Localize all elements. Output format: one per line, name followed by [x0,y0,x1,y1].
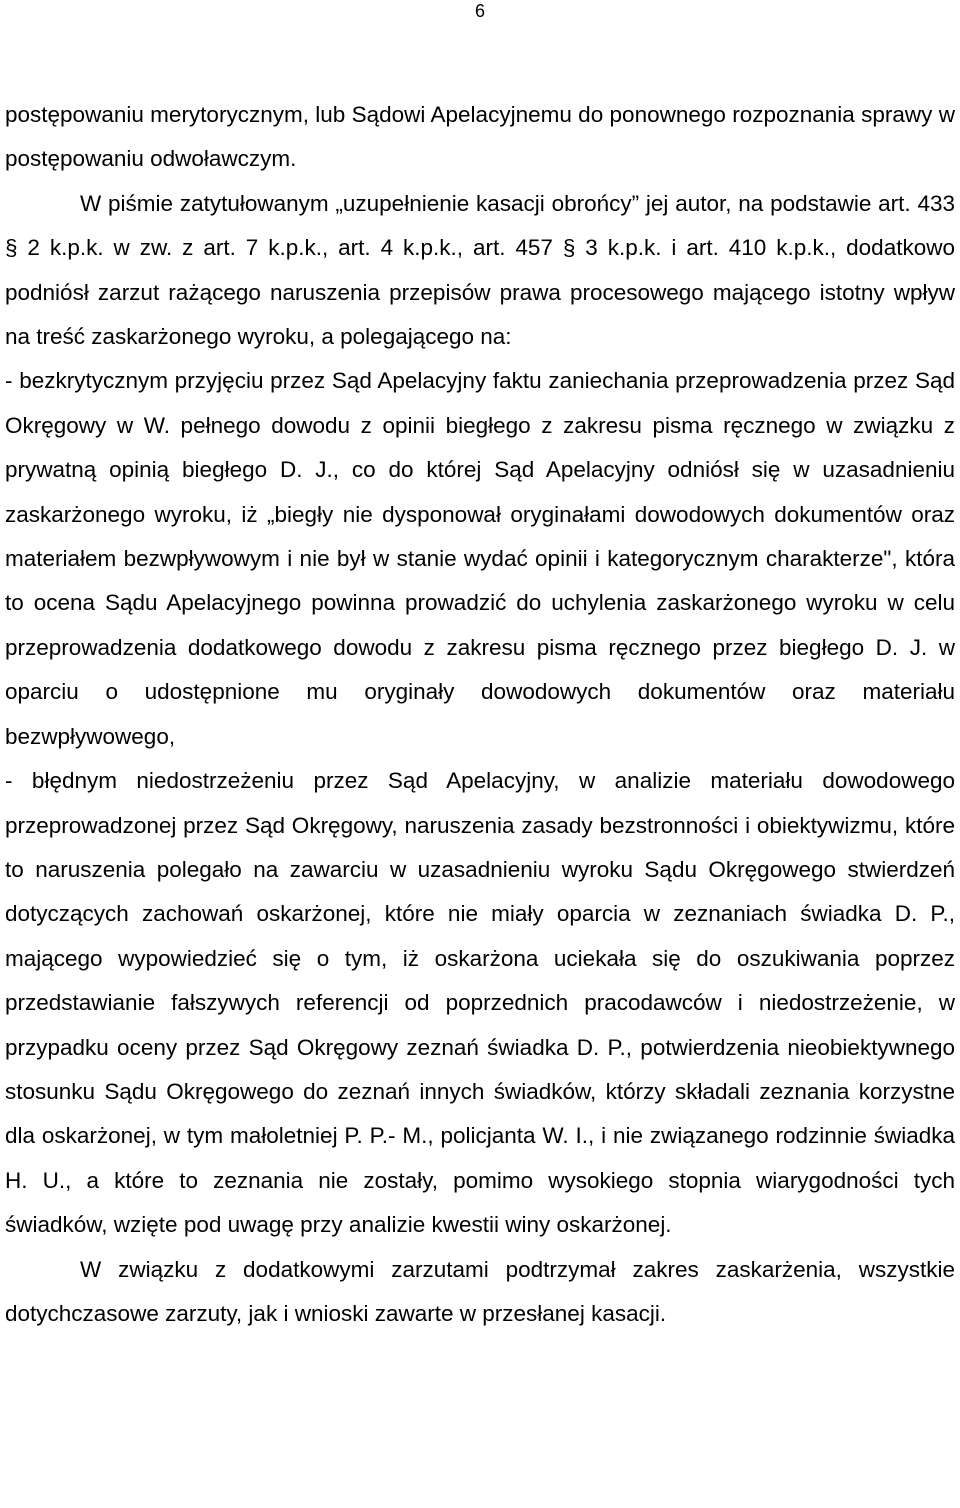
document-body [5,93,955,1336]
paragraph: W związku z dodatkowymi zarzutami podtrzymał zakres zaskarżenia, wszystkie dotychczasowe zarzuty, jak i wnioski zawarte w przesłanej kasacji. [5,1256,955,1326]
paragraph: postępowaniu merytorycznym, lub Sądowi Apelacyjnemu do ponownego rozpoznania sprawy w postępowaniu odwoławczym. [5,102,955,172]
paragraph: - bezkrytycznym przyjęciu przez Sąd Apelacyjny faktu zaniechania przeprowadzenia przez Sąd Okręgowy w W. pełnego dowodu z opinii biegłego z zakresu pisma ręcznego w związku z prywatną opinią biegłego D. J., co do której Sąd Apelacyjny odniósł się w uzasadnieniu zaskarżonego wyroku, iż „biegły nie dysponował oryginałami dowodowych dokumentów oraz materiałem bezwpływowym i nie był w stanie wydać opinii i kategorycznym charakterze", która to ocena Sądu Apelacyjnego powinna prowadzić do uchylenia zaskarżonego wyroku w celu przeprowadzenia dodatkowego dowodu z zakresu pisma ręcznego przez biegłego D. J. w oparciu o udostępnione mu oryginały dowodowych dokumentów oraz materiału bezwpływowego, [5,368,955,749]
paragraph: - błędnym niedostrzeżeniu przez Sąd Apelacyjny, w analizie materiału dowodowego przeprowadzonej przez Sąd Okręgowy, naruszenia zasady bezstronności i obiektywizmu, które to naruszenia polegało na zawarciu w uzasadnieniu wyroku Sądu Okręgowego stwierdzeń dotyczących zachowań oskarżonej, które nie miały oparcia w zeznaniach świadka D. P., mającego wypowiedzieć się o tym, iż oskarżona uciekała się do oszukiwania poprzez przedstawianie fałszywych referencji od poprzednich pracodawców i niedostrzeżenie, w przypadku oceny przez Sąd Okręgowy zeznań świadka D. P., potwierdzenia nieobiektywnego stosunku Sądu Okręgowego do zeznań innych świadków, którzy składali zeznania korzystne dla oskarżonej, w tym małoletniej P. P.- M., policjanta W. I., i nie związanego rodzinnie świadka H. U., a które to zeznania nie zostały, pomimo wysokiego stopnia wiarygodności tych świadków, wzięte pod uwagę przy analizie kwestii winy oskarżonej. [5,768,955,1238]
page-number: 6 [474,1,485,21]
paragraph: W piśmie zatytułowanym „uzupełnienie kasacji obrońcy” jej autor, na podstawie art. 433 § 2 k.p.k. w zw. z art. 7 k.p.k., art. 4 k.p.k., art. 457 § 3 k.p.k. i art. 410 k.p.k., dodatkowo podniósł zarzut rażącego naruszenia przepisów prawa procesowego mającego istotny wpływ na treść zaskarżonego wyroku, a polegającego na: [5,190,955,350]
